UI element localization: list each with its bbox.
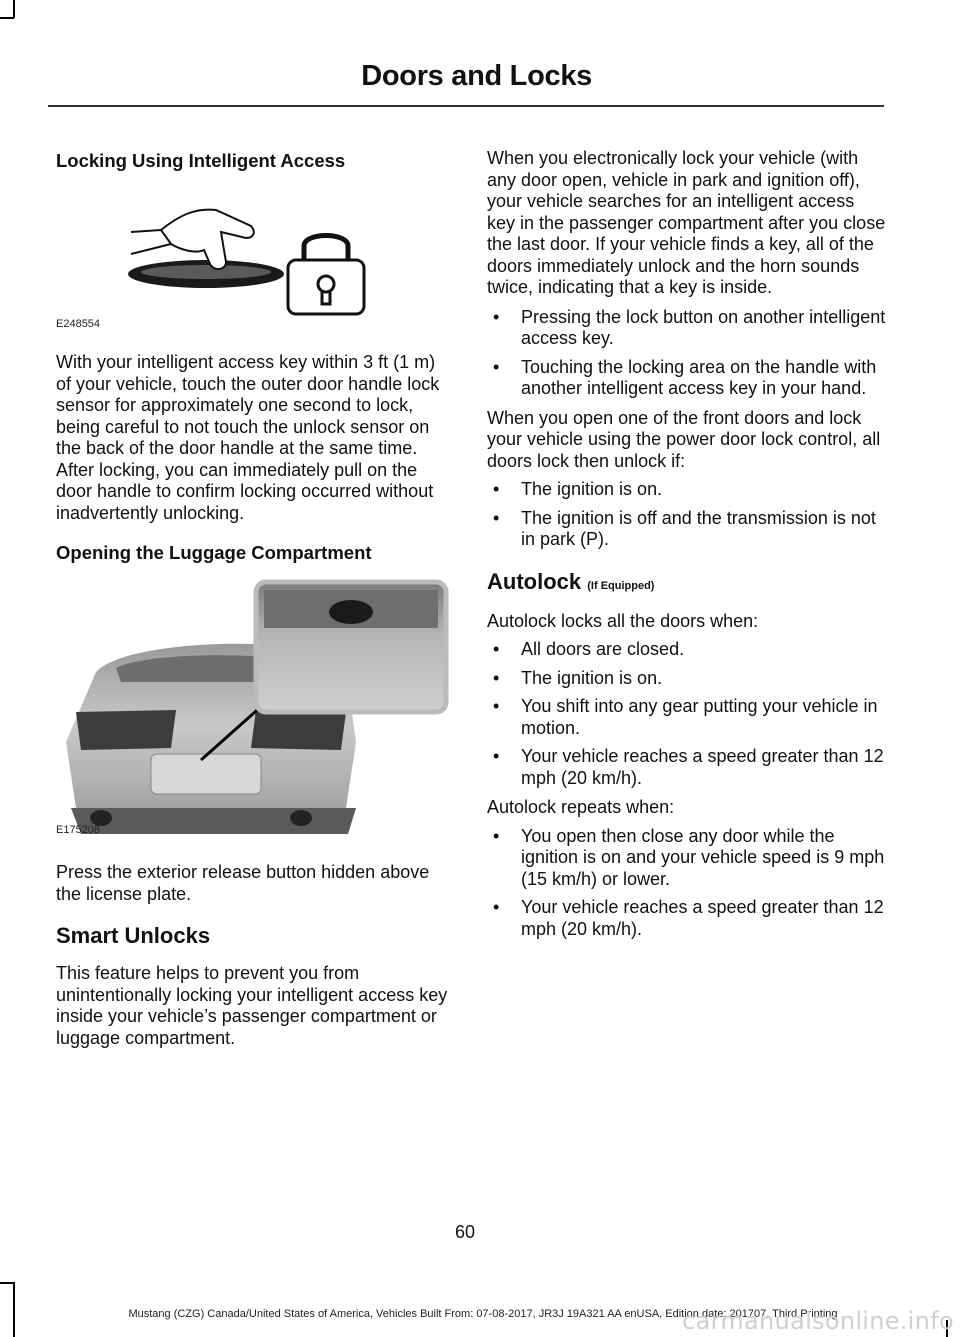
- left-column: [56, 145, 451, 1049]
- car-rear-illustration: [56, 572, 451, 842]
- heading-luggage-compartment: Opening the Luggage Compartment: [56, 542, 372, 563]
- list-item: • The ignition is off and the transmission is not in park (P).: [487, 508, 887, 551]
- crop-mark: [13, 1282, 15, 1337]
- paragraph-intelligent-access: With your intelligent access key within 3 ft (1 m) of your vehicle, touch the outer door handle lock sensor for approximately one second to lock, being careful to not touch the unlock sensor on the back of the door handle at the same time. After locking, you can immediately pull on the door handle to confirm locking occurred without inadvertently unlocking.: [56, 352, 440, 523]
- figure-luggage-release: [56, 572, 451, 872]
- page-title: Doors and Locks: [361, 60, 592, 92]
- figure-lock-sensor: [56, 172, 451, 330]
- heading-autolock-note: (If Equipped): [587, 579, 655, 592]
- paragraph-front-door-lock: When you open one of the front doors and lock your vehicle using the power door lock control, all doors lock then unlock if:: [487, 407, 881, 471]
- paragraph-luggage-release: Press the exterior release button hidden above the license plate.: [56, 862, 430, 904]
- paragraph-autolock-intro: Autolock locks all the doors when:: [487, 610, 759, 631]
- list-key-exceptions: [487, 307, 887, 400]
- list-item: • Your vehicle reaches a speed greater than 12 mph (20 km/h).: [487, 897, 887, 940]
- heading-autolock-text: Autolock: [487, 568, 582, 594]
- heading-smart-unlocks: Smart Unlocks: [56, 923, 211, 948]
- list-front-door-conditions: [487, 479, 887, 551]
- figure-code: E248554: [56, 318, 101, 330]
- list-item: • You open then close any door while the ignition is on and your vehicle speed is 9 mph (15 km/h) or lower.: [487, 826, 887, 891]
- list-item: • All doors are closed.: [487, 639, 887, 661]
- list-item: • The ignition is on.: [487, 479, 887, 501]
- list-item: • Pressing the lock button on another intelligent access key.: [487, 307, 887, 350]
- list-item: • Touching the locking area on the handle with another intelligent access key in your hand.: [487, 357, 887, 400]
- crop-mark: [13, 0, 15, 18]
- list-item: • You shift into any gear putting your vehicle in motion.: [487, 696, 887, 739]
- hand-touch-handle-icon: [126, 192, 301, 302]
- right-column: [487, 145, 887, 940]
- list-autolock-repeat-conditions: [487, 826, 887, 941]
- list-item: • The ignition is on.: [487, 668, 887, 690]
- page-number: 60: [454, 1222, 476, 1242]
- list-item: • Your vehicle reaches a speed greater than 12 mph (20 km/h).: [487, 746, 887, 789]
- heading-intelligent-access: Locking Using Intelligent Access: [56, 150, 346, 171]
- crop-mark: [0, 1282, 14, 1284]
- paragraph-smart-unlocks: This feature helps to prevent you from unintentionally locking your intelligent access key inside your vehicle’s passenger compartment or luggage compartment.: [56, 963, 448, 1048]
- figure-code: E175208: [56, 824, 101, 836]
- footer-edition-info: Mustang (CZG) Canada/United States of America, Vehicles Built From: 07-08-2017, JR3J 19A321 AA enUSA, Edition date: 201707, Third Printing: [128, 1308, 838, 1320]
- header-divider: [48, 105, 884, 107]
- list-autolock-conditions: [487, 639, 887, 789]
- crop-mark: [0, 17, 14, 19]
- heading-autolock: [487, 569, 887, 595]
- paragraph-autolock-repeats: Autolock repeats when:: [487, 797, 675, 817]
- paragraph-key-search: When you electronically lock your vehicle (with any door open, vehicle in park and ignition off), your vehicle searches for an intelligent access key in the passenger compartment after you close the last door. If your vehicle finds a key, all of the doors immediately unlock and the horn sounds twice, indicating that a key is inside.: [487, 148, 886, 297]
- lock-icon: [286, 224, 366, 316]
- watermark: carmanualsonline.info: [682, 1307, 954, 1335]
